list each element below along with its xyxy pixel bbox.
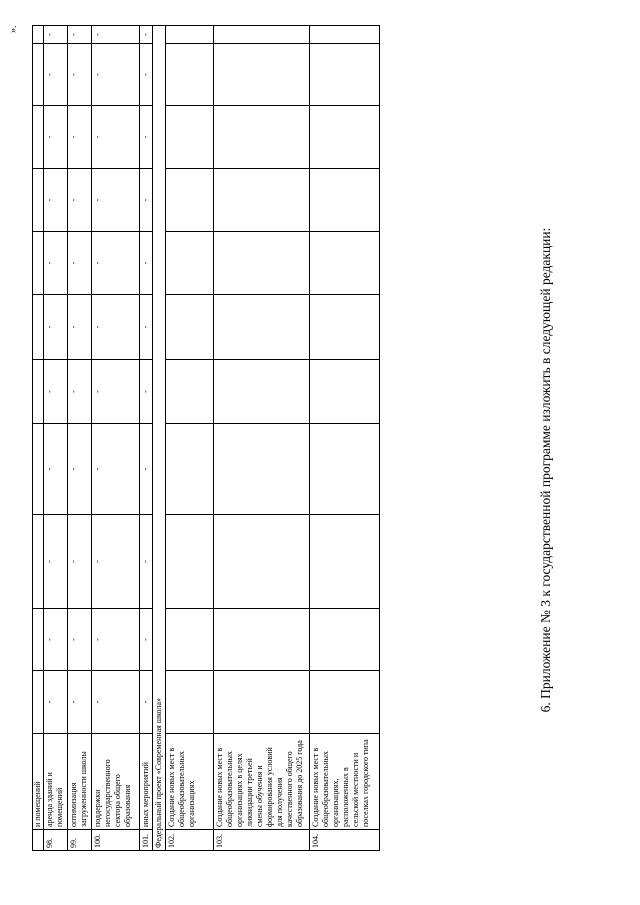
value-cell	[33, 424, 44, 515]
value-cell: -	[68, 232, 92, 295]
value-cell: -	[140, 295, 153, 360]
value-cell	[166, 671, 214, 734]
table-row	[92, 26, 140, 851]
value-cell	[33, 26, 44, 44]
value-cell	[166, 609, 214, 671]
row-name: и помещений	[33, 734, 44, 830]
value-cell	[33, 295, 44, 360]
value-cell	[214, 515, 310, 609]
value-cell	[310, 295, 380, 360]
row-number: 100.	[92, 830, 140, 851]
table-row	[33, 26, 44, 851]
row-name: оптимизация загруженности школы	[68, 734, 92, 830]
value-cell	[33, 44, 44, 106]
row-number: 103.	[214, 830, 310, 851]
value-cell: -	[92, 295, 140, 360]
value-cell: -	[44, 360, 68, 424]
federal-project-title: Федеральный проект «Современная школа»	[153, 26, 166, 851]
value-cell: -	[68, 106, 92, 169]
value-cell	[166, 515, 214, 609]
value-cell: -	[68, 609, 92, 671]
value-cell	[310, 360, 380, 424]
row-number: 101.	[140, 830, 153, 851]
row-name: иных мероприятий	[140, 734, 153, 830]
value-cell: -	[140, 360, 153, 424]
value-cell	[166, 295, 214, 360]
table-row	[214, 26, 310, 851]
value-cell	[33, 609, 44, 671]
row-number: 99.	[68, 830, 92, 851]
value-cell: -	[44, 609, 68, 671]
value-cell: -	[92, 424, 140, 515]
value-cell: -	[68, 424, 92, 515]
value-cell	[166, 106, 214, 169]
value-cell: -	[44, 44, 68, 106]
value-cell	[166, 169, 214, 232]
table-row	[68, 26, 92, 851]
value-cell	[214, 169, 310, 232]
section-row	[153, 26, 166, 851]
row-number: 98.	[44, 830, 68, 851]
table-row	[166, 26, 214, 851]
value-cell: -	[44, 169, 68, 232]
value-cell: -	[140, 106, 153, 169]
value-cell: -	[140, 671, 153, 734]
value-cell: -	[92, 515, 140, 609]
row-number: 102.	[166, 830, 214, 851]
value-cell	[33, 232, 44, 295]
value-cell	[166, 360, 214, 424]
value-cell	[214, 424, 310, 515]
value-cell: -	[92, 26, 140, 44]
value-cell	[310, 44, 380, 106]
value-cell	[310, 26, 380, 44]
value-cell: -	[92, 169, 140, 232]
row-name: Создание новых мест в общеобразовательных организациях	[166, 734, 214, 830]
value-cell: -	[44, 671, 68, 734]
value-cell	[310, 106, 380, 169]
value-cell	[166, 44, 214, 106]
value-cell: -	[140, 609, 153, 671]
row-number: 104.	[310, 830, 380, 851]
value-cell: -	[140, 424, 153, 515]
value-cell	[310, 232, 380, 295]
value-cell: -	[68, 295, 92, 360]
value-cell: -	[44, 515, 68, 609]
value-cell	[214, 26, 310, 44]
value-cell: -	[92, 609, 140, 671]
value-cell: -	[44, 232, 68, 295]
value-cell: -	[140, 26, 153, 44]
value-cell: -	[140, 169, 153, 232]
value-cell	[214, 671, 310, 734]
value-cell: -	[140, 232, 153, 295]
row-name: Создание новых мест в общеобразовательных организациях, расположенных в сельской местности и поселках городского типа	[310, 734, 380, 830]
row-name: аренда зданий и помещений	[44, 734, 68, 830]
value-cell	[214, 295, 310, 360]
value-cell	[214, 609, 310, 671]
value-cell: -	[92, 360, 140, 424]
value-cell	[33, 360, 44, 424]
value-cell	[33, 515, 44, 609]
value-cell	[166, 424, 214, 515]
value-cell	[214, 360, 310, 424]
table-row	[140, 26, 153, 851]
value-cell	[310, 515, 380, 609]
value-cell: -	[68, 515, 92, 609]
value-cell	[214, 232, 310, 295]
value-cell	[310, 169, 380, 232]
value-cell: -	[68, 169, 92, 232]
value-cell: -	[140, 515, 153, 609]
row-name: Создание новых мест в общеобразовательных организациях в целях ликвидации третьей смены обучения и формирования условий для получения качественного общего образования до 2025 года	[214, 734, 310, 830]
value-cell	[310, 671, 380, 734]
value-cell: -	[44, 295, 68, 360]
value-cell	[33, 671, 44, 734]
row-number	[33, 830, 44, 851]
value-cell: -	[68, 360, 92, 424]
program-table	[32, 25, 380, 851]
value-cell	[166, 26, 214, 44]
value-cell: -	[44, 106, 68, 169]
value-cell	[310, 424, 380, 515]
table-row	[310, 26, 380, 851]
value-cell: -	[92, 106, 140, 169]
value-cell: -	[140, 44, 153, 106]
value-cell: -	[44, 26, 68, 44]
value-cell: -	[92, 671, 140, 734]
value-cell	[310, 609, 380, 671]
table-row	[44, 26, 68, 851]
value-cell	[166, 232, 214, 295]
appendix-caption: 6. Приложение № 3 к государственной программе изложить в следующей редакции:	[538, 227, 553, 713]
value-cell	[33, 169, 44, 232]
value-cell: -	[68, 26, 92, 44]
end-quote-mark: ».	[8, 25, 19, 33]
value-cell: -	[68, 44, 92, 106]
value-cell	[33, 106, 44, 169]
value-cell: -	[44, 424, 68, 515]
value-cell: -	[68, 671, 92, 734]
value-cell: -	[92, 232, 140, 295]
value-cell	[214, 44, 310, 106]
value-cell: -	[92, 44, 140, 106]
value-cell	[214, 106, 310, 169]
row-name: поддержки негосударственного сектора общего образования	[92, 734, 140, 830]
